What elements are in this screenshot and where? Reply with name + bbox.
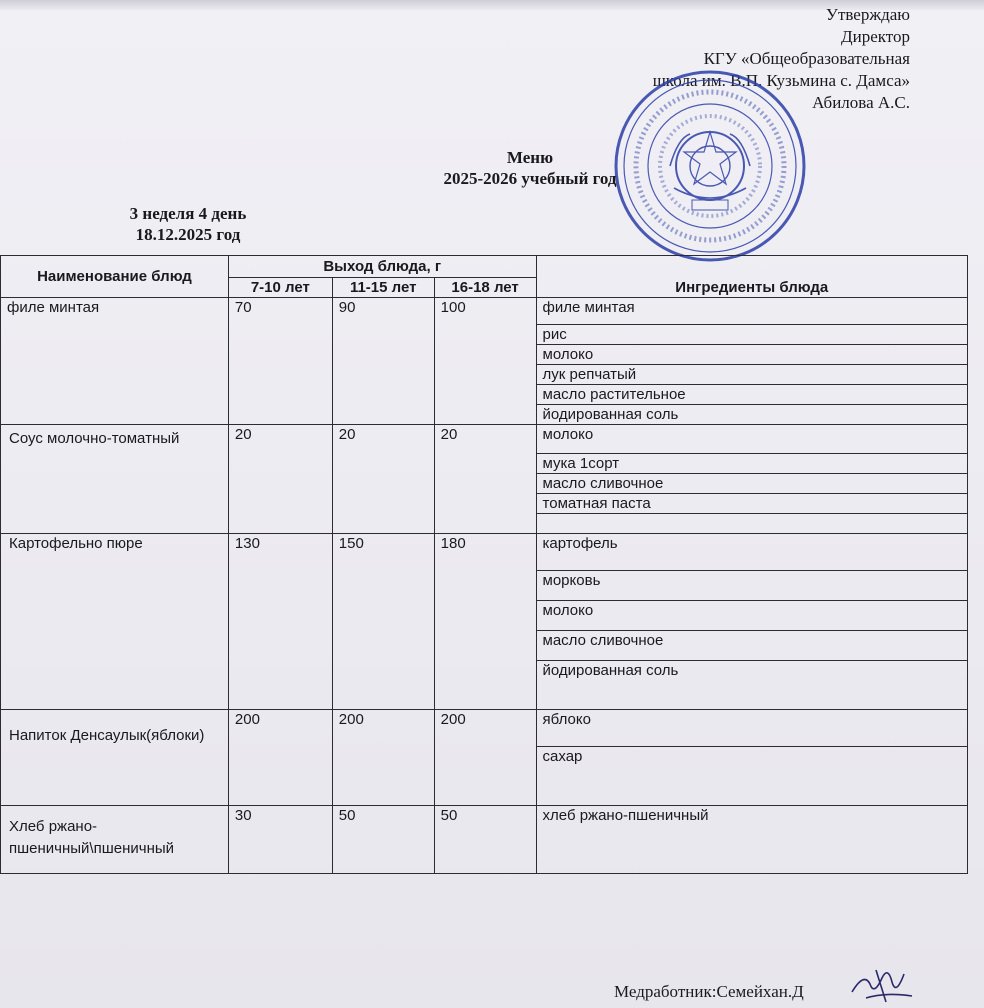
ingredient: сахар <box>536 747 967 806</box>
header-age-11-15: 11-15 лет <box>332 278 434 298</box>
ingredient: масло сливочное <box>536 474 967 494</box>
ingredient: морковь <box>536 571 967 601</box>
menu-title <box>380 147 680 189</box>
grams-11-15: 200 <box>332 710 434 806</box>
dish-name: Соус молочно-томатный <box>1 425 229 534</box>
grams-7-10: 30 <box>228 806 332 874</box>
grams-11-15: 50 <box>332 806 434 874</box>
grams-16-18: 200 <box>434 710 536 806</box>
ingredient: йодированная соль <box>536 661 967 710</box>
school-year: 2025-2026 учебный год <box>443 169 617 188</box>
menu-date: 18.12.2025 год <box>135 225 241 244</box>
ingredient: хлеб ржано-пшеничный <box>536 806 967 874</box>
grams-16-18: 100 <box>434 298 536 425</box>
approval-line: Утверждаю <box>825 5 910 24</box>
grams-16-18: 50 <box>434 806 536 874</box>
medworker-signature-line: Медработник:Семейхан.Д <box>614 982 804 1001</box>
grams-16-18: 20 <box>434 425 536 534</box>
header-output: Выход блюда, г <box>228 256 536 278</box>
grams-11-15: 20 <box>332 425 434 534</box>
ingredient: масло растительное <box>536 385 967 405</box>
dish-name: Картофельно пюре <box>1 534 229 710</box>
menu-heading: Меню <box>506 148 554 167</box>
ingredient: молоко <box>536 601 967 631</box>
ingredient: филе минтая <box>536 298 967 325</box>
menu-table <box>0 255 968 874</box>
grams-16-18: 180 <box>434 534 536 710</box>
approval-line: школа им. В.П. Кузьмина с. Дамса» <box>652 71 910 90</box>
header-ingredients: Ингредиенты блюда <box>536 256 967 298</box>
grams-7-10: 70 <box>228 298 332 425</box>
dish-name: Хлеб ржано-пшеничный\пшеничный <box>1 806 229 874</box>
ingredient: лук репчатый <box>536 365 967 385</box>
dish-name: Напиток Денсаулык(яблоки) <box>1 710 229 806</box>
grams-11-15: 90 <box>332 298 434 425</box>
ingredient: масло сливочное <box>536 631 967 661</box>
header-dish-name: Наименование блюд <box>1 256 229 298</box>
grams-7-10: 130 <box>228 534 332 710</box>
handwritten-signature-icon <box>846 962 916 1008</box>
approval-line: Абилова А.С. <box>812 93 910 112</box>
ingredient: йодированная соль <box>536 405 967 425</box>
approval-line: КГУ «Общеобразовательная <box>703 49 910 68</box>
week-day: 3 неделя 4 день <box>129 204 247 223</box>
day-block <box>108 203 268 245</box>
ingredient: мука 1сорт <box>536 454 967 474</box>
ingredient: яблоко <box>536 710 967 747</box>
grams-11-15: 150 <box>332 534 434 710</box>
ingredient: картофель <box>536 534 967 571</box>
header-age-16-18: 16-18 лет <box>434 278 536 298</box>
ingredient: молоко <box>536 425 967 454</box>
approval-line: Директор <box>841 27 910 46</box>
grams-7-10: 200 <box>228 710 332 806</box>
ingredient <box>536 514 967 534</box>
ingredient: рис <box>536 325 967 345</box>
ingredient: молоко <box>536 345 967 365</box>
dish-name: филе минтая <box>1 298 229 425</box>
header-age-7-10: 7-10 лет <box>228 278 332 298</box>
grams-7-10: 20 <box>228 425 332 534</box>
ingredient: томатная паста <box>536 494 967 514</box>
